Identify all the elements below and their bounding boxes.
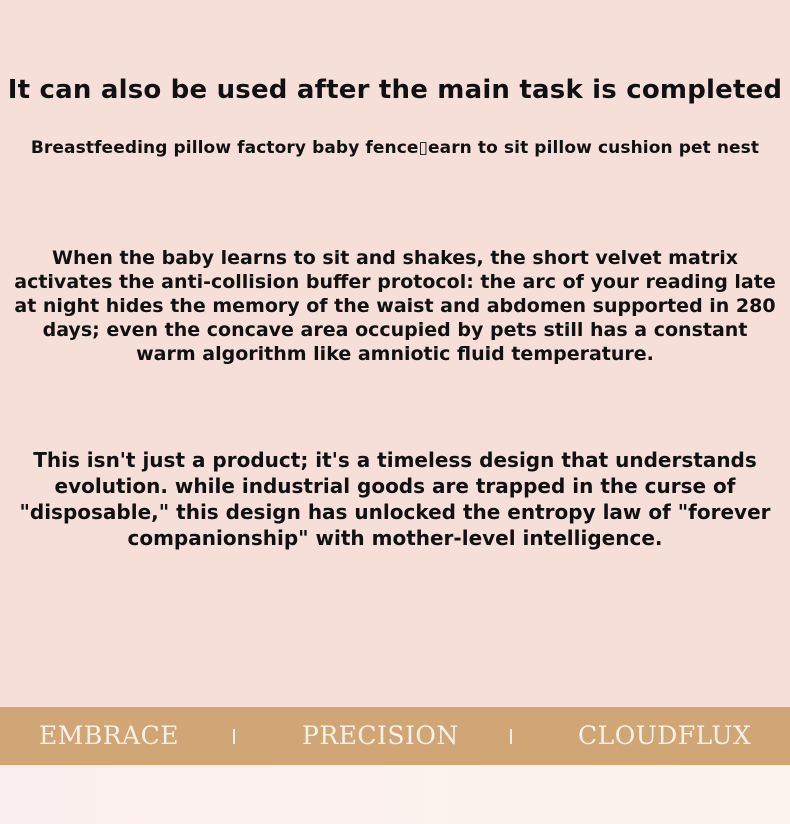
banner-separator [233, 729, 235, 744]
paragraph-design-philosophy: This isn't just a product; it's a timeless design that understands evolution. while industrial goods are trapped in the curse of "disposable," this design has unlocked the entropy law of "forever companionship" with mother-level intelligence. [19, 448, 771, 550]
subheadline: Breastfeeding pillow factory baby fence▯earn to sit pillow cushion pet nest [30, 138, 760, 158]
paragraph-usage-scenarios: When the baby learns to sit and shakes, the short velvet matrix activates the anti-collision buffer protocol: the arc of your reading late at night hides the memory of the waist and abdomen supported in 280 days; even the concave area occupied by pets still has a constant warm algorithm like amniotic fluid temperature. [14, 247, 776, 365]
banner-word-embrace: EMBRACE [39, 721, 179, 750]
keyword-banner [0, 707, 790, 765]
banner-word-precision: PRECISION [302, 721, 459, 750]
banner-separator [510, 729, 512, 744]
footer-background [0, 765, 790, 824]
banner-word-cloudflux: CLOUDFLUX [578, 721, 752, 750]
headline: It can also be used after the main task is completed [7, 75, 783, 105]
